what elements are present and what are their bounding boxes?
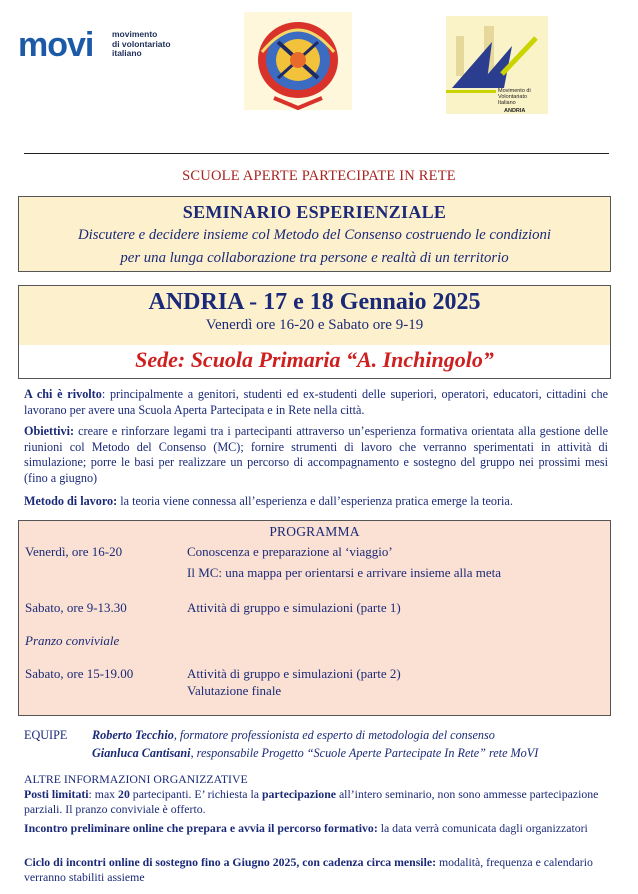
- event-date-band: [19, 286, 610, 345]
- programme-row-label: Sabato, ore 15-19.00: [25, 666, 134, 681]
- programme-activity: Valutazione finale: [187, 683, 282, 698]
- seminar-subtitle-line2: per una lunga collaborazione tra persone e realtà di un territorio: [120, 250, 509, 266]
- info-places-bold: partecipazione: [261, 787, 336, 801]
- programme-activity: Conoscenza e preparazione al ‘viaggio’: [187, 544, 393, 559]
- equipe-member-1: [92, 728, 495, 743]
- info-cycle-label: Ciclo di incontri online di sostegno fino a Giugno 2025, con cadenza circa mensile:: [24, 855, 437, 869]
- programme-activity: Il MC: una mappa per orientarsi e arrivare insieme alla meta: [187, 565, 502, 580]
- andria-logo-subtitle: Movimento di Volontariato Italiano: [498, 88, 531, 106]
- programme-box: [18, 520, 611, 716]
- equipe-member-name: Gianluca Cantisani: [92, 746, 191, 760]
- info-preliminary-paragraph: [24, 821, 614, 836]
- target-audience-paragraph: [24, 387, 608, 418]
- event-city-date: ANDRIA - 17 e 18 Gennaio 2025: [148, 289, 481, 315]
- info-places-paragraph: [24, 787, 614, 817]
- event-venue: Sede: Scuola Primaria “A. Inchingolo”: [135, 347, 494, 372]
- target-audience-text: : principalmente a genitori, studenti ed ex-studenti delle superiori, operatori, educatori, cittadini che lavorano per avere una Scuola Aperta Partecipata e in Rete nella città.: [24, 387, 608, 417]
- method-text: la teoria viene connessa all’esperienza e dall’esperienza pratica emerge la teoria.: [117, 494, 513, 508]
- equipe-member-2: [92, 746, 538, 761]
- header-divider: [24, 153, 609, 154]
- info-cycle-text: modalità, frequenza e calendario verranno stabiliti assieme: [24, 855, 593, 885]
- objectives-label: Obiettivi:: [24, 424, 75, 438]
- equipe-member-name: Roberto Tecchio: [92, 728, 174, 742]
- info-preliminary-label: Incontro preliminare online che prepara e avvia il percorso formativo:: [24, 821, 378, 835]
- equipe-member-role: , responsabile Progetto “Scuole Aperte Partecipate In Rete” rete MoVI: [190, 746, 539, 760]
- programme-row-label: Venerdì, ore 16-20: [25, 544, 123, 559]
- info-places-text: all’intero seminario, non sono ammesse partecipazione parziali. Il pranzo conviviale è offerto.: [24, 787, 599, 817]
- seminar-title: SEMINARIO ESPERIENZIALE: [182, 202, 447, 222]
- method-paragraph: [24, 494, 608, 510]
- method-label: Metodo di lavoro:: [24, 494, 118, 508]
- equipe-member-role: , formatore professionista ed esperto di metodologia del consenso: [173, 728, 495, 742]
- objectives-text: creare e rinforzare legami tra i partecipanti attraverso un’esperienza formativa orientata alla gestione delle riunioni col Metodo del Consenso (MC); fornire strumenti di lavoro che verranno sperimentati in attività di simulazione; porre le basi per realizzare un percorso di accompagnamento e sostegno del gruppo nei prossimi mesi (fino a giugno): [24, 424, 608, 485]
- movi-subtitle: movimento di volontariato italiano: [112, 29, 171, 58]
- equipe-label: EQUIPE: [24, 728, 68, 742]
- event-hours: Venerdì ore 16-20 e Sabato ore 9-19: [205, 317, 424, 333]
- info-places-text: : max: [88, 787, 119, 801]
- programme-row-label: Sabato, ore 9-13.30: [25, 600, 127, 615]
- andria-logo-city: ANDRIA: [504, 108, 526, 114]
- page-title: SCUOLE APERTE PARTECIPATE IN RETE: [182, 168, 456, 184]
- movi-andria-logo: [446, 16, 548, 114]
- objectives-paragraph: [24, 424, 608, 486]
- programme-activity: Attività di gruppo e simulazioni (parte 2): [187, 666, 401, 681]
- info-preliminary-text: la data verrà comunicata dagli organizzatori: [377, 821, 588, 835]
- programme-activity: Attività di gruppo e simulazioni (parte 1): [187, 600, 401, 615]
- info-places-number: 20: [118, 787, 130, 801]
- target-audience-label: A chi è rivolto: [24, 387, 102, 401]
- info-places-text: partecipanti. E’ richiesta la: [129, 787, 262, 801]
- info-cycle-paragraph: [24, 855, 614, 885]
- seminar-box: [18, 196, 611, 272]
- programme-row-label: Pranzo conviviale: [25, 633, 120, 648]
- movi-logo: [18, 24, 183, 66]
- info-title: ALTRE INFORMAZIONI ORGANIZZATIVE: [24, 772, 248, 786]
- event-box: [18, 285, 611, 379]
- movi-wordmark: movi: [18, 26, 94, 64]
- programme-title: PROGRAMMA: [269, 524, 360, 539]
- seminar-subtitle-line1: Discutere e decidere insieme col Metodo del Consenso costruendo le condizioni: [77, 227, 552, 243]
- info-places-label: Posti limitati: [24, 787, 89, 801]
- school-seal-logo: [244, 12, 352, 110]
